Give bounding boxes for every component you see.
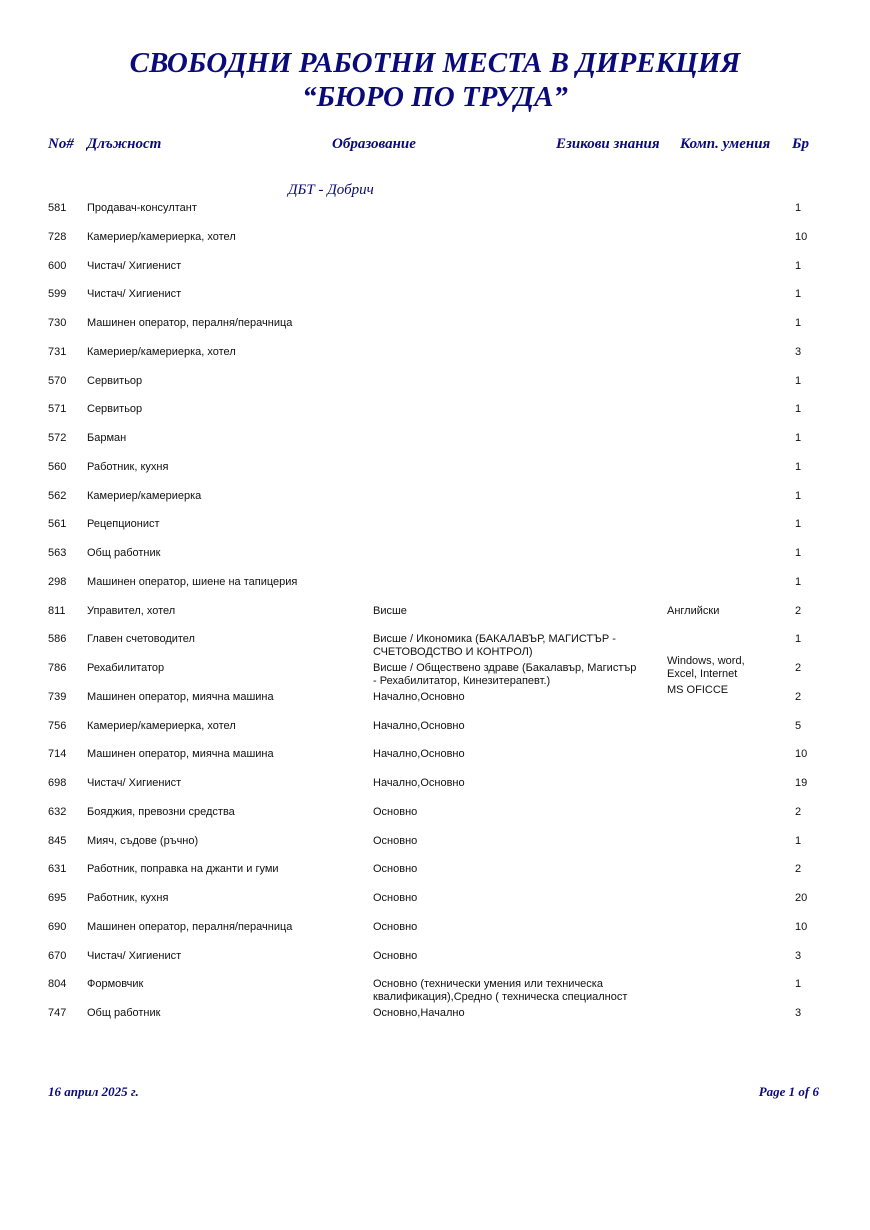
job-number: 586 [48,633,67,646]
job-count: 1 [795,834,802,847]
job-count: 1 [795,547,802,559]
job-education: Основно,Начално [373,1007,465,1019]
table-row [0,720,870,748]
job-education: Начално,Основно [373,748,465,761]
job-count: 3 [795,1007,802,1019]
job-position: Сервитьор [87,403,143,416]
header-position: Длъжност [87,136,162,152]
header-education: Образование [332,136,416,152]
section-title: ДБТ - Добрич [288,182,374,198]
job-count: 2 [795,662,802,674]
job-count: 1 [795,202,802,214]
table-row [0,518,870,546]
table-row [0,748,870,776]
job-computer-skills: Windows, word, [667,655,745,668]
job-position: Работник, поправка на джанти и гуми [87,863,279,876]
job-number: 670 [48,949,67,962]
job-number: 599 [48,288,67,301]
table-row [0,863,870,891]
job-count: 1 [795,432,802,444]
job-position: Чистач/ Хигиенист [87,259,182,272]
job-education: Висше / Обществено здраве (Бакалавър, Магистър [373,662,637,674]
table-row [0,605,870,633]
job-education: Начално,Основно [373,777,465,789]
job-number: 690 [48,920,67,933]
job-number: 811 [48,604,66,617]
job-position: Главен счетоводител [87,633,195,646]
job-position: Чистач/ Хигиенист [87,949,182,962]
job-number: 845 [48,834,67,847]
job-number: 786 [48,662,67,674]
job-count: 10 [795,230,808,243]
job-position: Камериер/камериерка, хотел [87,719,236,732]
job-education: Основно [373,863,418,876]
job-number: 581 [48,202,67,214]
job-number: 698 [48,777,67,789]
table-row [0,202,870,230]
job-count: 1 [795,317,802,329]
job-position: Машинен оператор, шиене на тапицерия [87,575,298,588]
job-position: Машинен оператор, пералня/перачница [87,920,293,933]
table-row [0,921,870,949]
job-number: 730 [48,317,67,329]
job-number: 632 [48,805,67,818]
job-count: 1 [795,288,802,301]
table-row [0,260,870,288]
job-number: 631 [48,863,67,876]
job-position: Барман [87,432,127,444]
job-position: Мияч, съдове (ръчно) [87,834,199,847]
job-count: 5 [795,719,802,732]
job-number: 714 [48,748,67,761]
job-number: 756 [48,719,67,732]
table-row [0,346,870,374]
job-number: 731 [48,345,67,358]
job-education: Основно [373,834,418,847]
document-title-line2: “БЮРО ПО ТРУДА” [302,81,568,113]
table-row [0,978,870,1006]
job-languages: Английски [667,604,720,617]
header-count: Бр [792,136,810,152]
header-languages: Езикови знания [556,136,660,152]
job-count: 1 [795,518,802,531]
table-row [0,231,870,259]
job-number: 728 [48,230,67,243]
job-number: 570 [48,374,67,387]
job-count: 20 [795,892,808,904]
table-row [0,576,870,604]
job-position: Камериер/камериерка, хотел [87,230,236,243]
job-count: 1 [795,259,802,272]
job-count: 1 [795,460,802,473]
job-number: 747 [48,1007,67,1019]
table-row [0,835,870,863]
job-number: 571 [48,403,67,416]
job-education-cont: СЧЕТОВОДСТВО И КОНТРОЛ) [373,646,533,659]
job-number: 562 [48,489,67,502]
job-number: 739 [48,690,67,703]
table-row [0,490,870,518]
footer-page: Page 1 of 6 [758,1084,819,1099]
job-count: 2 [795,863,802,876]
job-position: Продавач-консултант [87,202,197,214]
table-row [0,375,870,403]
job-education: Висше [373,604,407,617]
job-number: 804 [48,978,67,991]
job-number: 298 [48,575,67,588]
table-row [0,432,870,460]
job-count: 3 [795,949,802,962]
job-count: 1 [795,489,802,502]
job-position: Работник, кухня [87,460,169,473]
job-position: Сервитьор [87,374,143,387]
table-row [0,317,870,345]
job-count: 1 [795,978,802,991]
job-number: 695 [48,892,67,904]
job-count: 3 [795,345,802,358]
job-count: 1 [795,374,802,387]
header-no: No# [48,136,74,152]
job-position: Чистач/ Хигиенист [87,288,182,301]
job-position: Чистач/ Хигиенист [87,777,182,789]
job-education: Основно [373,892,418,904]
table-row [0,892,870,920]
job-computer-skills: MS OFICCE [667,684,729,696]
job-education-cont: квалификация),Средно ( техническа специалност [373,991,628,1004]
table-row [0,950,870,978]
job-education: Висше / Икономика (БАКАЛАВЪР, МАГИСТЪР - [373,633,616,646]
job-position: Бояджия, превозни средства [87,805,235,818]
job-position: Общ работник [87,1007,161,1019]
job-position: Машинен оператор, миячна машина [87,690,274,703]
job-number: 600 [48,259,67,272]
footer-date: 16 април 2025 г. [48,1084,139,1099]
job-education: Основно [373,805,418,818]
job-position: Общ работник [87,547,161,559]
job-position: Камериер/камериерка, хотел [87,345,236,358]
table-row [0,288,870,316]
job-education: Основно [373,949,418,962]
job-count: 2 [795,690,802,703]
job-position: Рецепционист [87,518,160,531]
job-education: Начално,Основно [373,719,465,732]
job-position: Формовчик [87,978,144,991]
job-position: Управител, хотел [87,604,176,617]
table-row [0,691,870,719]
job-education-cont: - Рехабилитатор, Кинезитерапевт.) [373,675,551,687]
table-row [0,777,870,805]
job-count: 2 [795,604,802,617]
job-position: Работник, кухня [87,892,169,904]
job-count: 10 [795,748,808,761]
job-number: 563 [48,547,67,559]
job-count: 10 [795,920,808,933]
job-computer-skills-cont: Excel, Internet [667,668,738,681]
job-count: 1 [795,575,802,588]
job-position: Рехабилитатор [87,662,165,674]
job-position: Машинен оператор, миячна машина [87,748,274,761]
job-number: 560 [48,460,67,473]
table-row [0,461,870,489]
job-count: 2 [795,805,802,818]
document-title-line1: СВОБОДНИ РАБОТНИ МЕСТА В ДИРЕКЦИЯ [129,47,741,79]
table-row [0,662,870,696]
table-row [0,547,870,575]
job-education: Основно [373,920,418,933]
job-position: Камериер/камериерка [87,489,202,502]
job-number: 572 [48,432,67,444]
job-count: 1 [795,403,802,416]
job-education: Начално,Основно [373,690,465,703]
job-count: 19 [795,777,808,789]
table-row [0,403,870,431]
job-position: Машинен оператор, пералня/перачница [87,317,293,329]
job-education: Основно (технически умения или техническа [373,978,603,991]
job-number: 561 [48,518,67,531]
header-computer-skills: Комп. умения [680,136,771,152]
job-count: 1 [795,633,802,646]
table-row [0,1007,870,1035]
table-row [0,806,870,834]
